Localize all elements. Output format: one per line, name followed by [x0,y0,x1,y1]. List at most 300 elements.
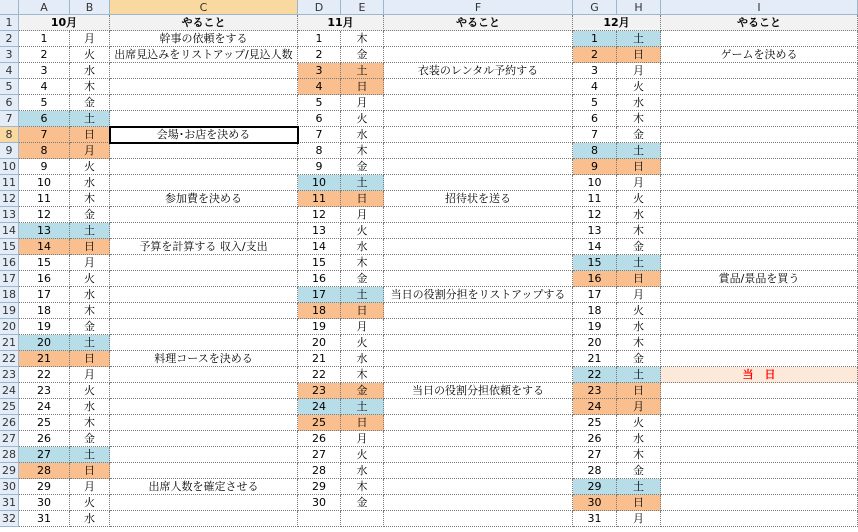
grid-cell[interactable] [384,303,573,319]
weekday-cell[interactable]: 月 [617,63,661,79]
grid-cell[interactable] [110,287,298,303]
event-day-cell[interactable]: 当 日 [661,367,858,383]
day-cell[interactable]: 17 [298,287,341,303]
weekday-cell[interactable]: 木 [341,255,384,271]
day-cell[interactable]: 14 [573,239,617,255]
day-cell[interactable]: 25 [298,415,341,431]
grid-cell[interactable] [110,495,298,511]
grid-cell[interactable] [384,31,573,47]
column-header-f[interactable]: F [384,0,573,15]
task-cell[interactable]: 賞品/景品を買う [661,271,858,287]
row-header-18[interactable]: 18 [0,287,19,303]
day-cell[interactable]: 28 [573,463,617,479]
task-cell[interactable]: 料理コースを決める [110,351,298,367]
row-header-11[interactable]: 11 [0,175,19,191]
row-header-30[interactable]: 30 [0,479,19,495]
grid-cell[interactable] [110,415,298,431]
day-cell[interactable]: 9 [298,159,341,175]
day-cell[interactable]: 10 [19,175,70,191]
day-cell[interactable]: 31 [573,511,617,527]
day-cell[interactable]: 23 [19,383,70,399]
october-tasks-title[interactable]: やること [110,15,298,31]
column-header-g[interactable]: G [573,0,617,15]
weekday-cell[interactable]: 月 [617,511,661,527]
weekday-cell[interactable]: 月 [70,31,110,47]
task-cell[interactable]: 参加費を決める [110,191,298,207]
row-header-4[interactable]: 4 [0,63,19,79]
day-cell[interactable]: 19 [19,319,70,335]
grid-cell[interactable] [341,511,384,527]
day-cell[interactable]: 4 [298,79,341,95]
day-cell[interactable]: 20 [19,335,70,351]
day-cell[interactable]: 7 [573,127,617,143]
row-header-12[interactable]: 12 [0,191,19,207]
row-header-16[interactable]: 16 [0,255,19,271]
day-cell[interactable]: 15 [19,255,70,271]
grid-cell[interactable] [384,463,573,479]
day-cell[interactable]: 11 [298,191,341,207]
weekday-cell[interactable]: 木 [70,79,110,95]
grid-cell[interactable] [661,479,858,495]
task-cell[interactable]: 予算を計算する 収入/支出 [110,239,298,255]
grid-cell[interactable] [661,111,858,127]
grid-cell[interactable] [384,399,573,415]
weekday-cell[interactable]: 水 [70,511,110,527]
weekday-cell[interactable]: 火 [617,415,661,431]
grid-cell[interactable] [661,495,858,511]
weekday-cell[interactable]: 火 [617,191,661,207]
day-cell[interactable]: 18 [298,303,341,319]
row-header-28[interactable]: 28 [0,447,19,463]
weekday-cell[interactable]: 火 [341,223,384,239]
weekday-cell[interactable]: 月 [70,143,110,159]
grid-cell[interactable] [661,175,858,191]
row-header-3[interactable]: 3 [0,47,19,63]
weekday-cell[interactable]: 水 [617,207,661,223]
day-cell[interactable]: 7 [19,127,70,143]
day-cell[interactable]: 16 [298,271,341,287]
day-cell[interactable]: 5 [298,95,341,111]
november-title[interactable]: 11月 [298,15,384,31]
grid-cell[interactable] [661,63,858,79]
task-cell[interactable]: 当日の役割分担をリストアップする [384,287,573,303]
grid-cell[interactable] [384,175,573,191]
weekday-cell[interactable]: 木 [341,367,384,383]
day-cell[interactable]: 10 [573,175,617,191]
weekday-cell[interactable]: 土 [617,143,661,159]
day-cell[interactable]: 8 [19,143,70,159]
day-cell[interactable]: 14 [19,239,70,255]
weekday-cell[interactable]: 土 [341,287,384,303]
weekday-cell[interactable]: 月 [617,399,661,415]
day-cell[interactable]: 29 [298,479,341,495]
grid-cell[interactable] [384,239,573,255]
row-header-29[interactable]: 29 [0,463,19,479]
weekday-cell[interactable]: 土 [341,399,384,415]
day-cell[interactable]: 27 [19,447,70,463]
weekday-cell[interactable]: 金 [617,351,661,367]
row-header-7[interactable]: 7 [0,111,19,127]
day-cell[interactable]: 28 [19,463,70,479]
grid-cell[interactable] [661,239,858,255]
day-cell[interactable]: 17 [19,287,70,303]
weekday-cell[interactable]: 木 [617,335,661,351]
grid-cell[interactable] [661,351,858,367]
grid-cell[interactable] [661,159,858,175]
day-cell[interactable]: 8 [573,143,617,159]
task-cell[interactable]: 衣装のレンタル予約する [384,63,573,79]
october-title[interactable]: 10月 [19,15,110,31]
weekday-cell[interactable]: 木 [341,143,384,159]
weekday-cell[interactable]: 日 [617,383,661,399]
grid-cell[interactable] [384,351,573,367]
grid-cell[interactable] [110,255,298,271]
day-cell[interactable]: 29 [573,479,617,495]
column-header-c[interactable]: C [110,0,298,15]
weekday-cell[interactable]: 木 [70,303,110,319]
weekday-cell[interactable]: 水 [341,127,384,143]
row-header-32[interactable]: 32 [0,511,19,527]
weekday-cell[interactable]: 水 [617,95,661,111]
day-cell[interactable]: 18 [573,303,617,319]
day-cell[interactable]: 24 [19,399,70,415]
weekday-cell[interactable]: 水 [341,463,384,479]
weekday-cell[interactable]: 月 [70,479,110,495]
day-cell[interactable]: 24 [298,399,341,415]
weekday-cell[interactable]: 日 [617,271,661,287]
row-header-1[interactable]: 1 [0,15,19,31]
day-cell[interactable]: 30 [573,495,617,511]
grid-cell[interactable] [384,207,573,223]
weekday-cell[interactable]: 月 [341,207,384,223]
column-header-h[interactable]: H [617,0,661,15]
weekday-cell[interactable]: 水 [341,239,384,255]
day-cell[interactable]: 11 [19,191,70,207]
row-header-25[interactable]: 25 [0,399,19,415]
weekday-cell[interactable]: 日 [341,191,384,207]
weekday-cell[interactable]: 日 [617,495,661,511]
row-header-22[interactable]: 22 [0,351,19,367]
weekday-cell[interactable]: 火 [70,47,110,63]
column-header-e[interactable]: E [341,0,384,15]
grid-cell[interactable] [661,383,858,399]
weekday-cell[interactable]: 日 [341,415,384,431]
grid-cell[interactable] [384,511,573,527]
day-cell[interactable]: 16 [19,271,70,287]
grid-cell[interactable] [384,415,573,431]
day-cell[interactable]: 12 [19,207,70,223]
day-cell[interactable]: 6 [573,111,617,127]
weekday-cell[interactable]: 水 [617,431,661,447]
day-cell[interactable]: 21 [573,351,617,367]
row-header-2[interactable]: 2 [0,31,19,47]
day-cell[interactable]: 30 [19,495,70,511]
grid-cell[interactable] [384,79,573,95]
grid-cell[interactable] [384,271,573,287]
day-cell[interactable]: 13 [573,223,617,239]
weekday-cell[interactable]: 日 [70,463,110,479]
weekday-cell[interactable]: 金 [617,239,661,255]
weekday-cell[interactable]: 月 [341,431,384,447]
grid-cell[interactable] [110,303,298,319]
day-cell[interactable]: 11 [573,191,617,207]
grid-cell[interactable] [661,415,858,431]
day-cell[interactable]: 24 [573,399,617,415]
grid-cell[interactable] [661,79,858,95]
grid-cell[interactable] [110,431,298,447]
weekday-cell[interactable]: 木 [617,447,661,463]
weekday-cell[interactable]: 日 [617,47,661,63]
day-cell[interactable]: 5 [573,95,617,111]
weekday-cell[interactable]: 土 [341,175,384,191]
day-cell[interactable]: 20 [298,335,341,351]
weekday-cell[interactable]: 水 [341,351,384,367]
day-cell[interactable]: 2 [19,47,70,63]
weekday-cell[interactable]: 木 [617,223,661,239]
day-cell[interactable]: 19 [573,319,617,335]
grid-cell[interactable] [661,319,858,335]
day-cell[interactable]: 1 [298,31,341,47]
row-header-10[interactable]: 10 [0,159,19,175]
weekday-cell[interactable]: 日 [70,127,110,143]
grid-cell[interactable] [298,511,341,527]
day-cell[interactable]: 18 [19,303,70,319]
day-cell[interactable]: 25 [573,415,617,431]
grid-cell[interactable] [661,223,858,239]
weekday-cell[interactable]: 水 [617,319,661,335]
weekday-cell[interactable]: 金 [70,431,110,447]
row-header-23[interactable]: 23 [0,367,19,383]
column-header-i[interactable]: I [661,0,858,15]
day-cell[interactable]: 2 [573,47,617,63]
grid-cell[interactable] [110,319,298,335]
grid-cell[interactable] [384,319,573,335]
weekday-cell[interactable]: 土 [70,335,110,351]
grid-cell[interactable] [110,143,298,159]
row-header-24[interactable]: 24 [0,383,19,399]
day-cell[interactable]: 14 [298,239,341,255]
grid-cell[interactable] [110,383,298,399]
day-cell[interactable]: 21 [19,351,70,367]
day-cell[interactable]: 15 [573,255,617,271]
day-cell[interactable]: 3 [573,63,617,79]
day-cell[interactable]: 26 [573,431,617,447]
day-cell[interactable]: 23 [298,383,341,399]
grid-cell[interactable] [110,463,298,479]
day-cell[interactable]: 1 [573,31,617,47]
weekday-cell[interactable]: 金 [70,207,110,223]
weekday-cell[interactable]: 土 [617,255,661,271]
weekday-cell[interactable]: 金 [341,47,384,63]
weekday-cell[interactable]: 土 [341,63,384,79]
day-cell[interactable]: 23 [573,383,617,399]
grid-cell[interactable] [110,79,298,95]
grid-cell[interactable] [384,159,573,175]
grid-cell[interactable] [661,31,858,47]
row-header-27[interactable]: 27 [0,431,19,447]
weekday-cell[interactable]: 土 [70,447,110,463]
grid-cell[interactable] [384,95,573,111]
grid-cell[interactable] [384,367,573,383]
grid-cell[interactable] [110,111,298,127]
weekday-cell[interactable]: 水 [70,287,110,303]
day-cell[interactable]: 10 [298,175,341,191]
weekday-cell[interactable]: 金 [341,271,384,287]
row-header-31[interactable]: 31 [0,495,19,511]
task-cell[interactable]: ゲームを決める [661,47,858,63]
day-cell[interactable]: 4 [19,79,70,95]
day-cell[interactable]: 4 [573,79,617,95]
day-cell[interactable]: 25 [19,415,70,431]
day-cell[interactable]: 31 [19,511,70,527]
day-cell[interactable]: 27 [573,447,617,463]
weekday-cell[interactable]: 日 [70,351,110,367]
grid-cell[interactable] [661,143,858,159]
grid-cell[interactable] [110,511,298,527]
grid-cell[interactable] [661,431,858,447]
weekday-cell[interactable]: 月 [341,319,384,335]
row-header-13[interactable]: 13 [0,207,19,223]
weekday-cell[interactable]: 火 [70,383,110,399]
weekday-cell[interactable]: 日 [617,159,661,175]
grid-cell[interactable] [661,447,858,463]
day-cell[interactable]: 6 [19,111,70,127]
weekday-cell[interactable]: 水 [70,175,110,191]
row-header-5[interactable]: 5 [0,79,19,95]
grid-cell[interactable] [661,191,858,207]
grid-cell[interactable] [384,47,573,63]
weekday-cell[interactable]: 金 [617,463,661,479]
weekday-cell[interactable]: 金 [341,159,384,175]
weekday-cell[interactable]: 火 [341,335,384,351]
day-cell[interactable]: 30 [298,495,341,511]
row-header-9[interactable]: 9 [0,143,19,159]
grid-cell[interactable] [384,447,573,463]
weekday-cell[interactable]: 木 [70,191,110,207]
weekday-cell[interactable]: 金 [70,319,110,335]
day-cell[interactable]: 5 [19,95,70,111]
row-header-14[interactable]: 14 [0,223,19,239]
day-cell[interactable]: 12 [298,207,341,223]
grid-cell[interactable] [110,335,298,351]
grid-cell[interactable] [661,335,858,351]
row-header-20[interactable]: 20 [0,319,19,335]
select-all-corner[interactable] [0,0,19,15]
weekday-cell[interactable]: 日 [341,303,384,319]
day-cell[interactable]: 27 [298,447,341,463]
day-cell[interactable]: 9 [19,159,70,175]
row-header-6[interactable]: 6 [0,95,19,111]
day-cell[interactable]: 17 [573,287,617,303]
day-cell[interactable]: 6 [298,111,341,127]
day-cell[interactable]: 3 [19,63,70,79]
day-cell[interactable]: 16 [573,271,617,287]
december-title[interactable]: 12月 [573,15,661,31]
day-cell[interactable]: 13 [19,223,70,239]
day-cell[interactable]: 29 [19,479,70,495]
row-header-26[interactable]: 26 [0,415,19,431]
grid-cell[interactable] [661,95,858,111]
task-cell[interactable]: 出席見込みをリストアップ/見込人数 [110,47,298,63]
weekday-cell[interactable]: 木 [341,479,384,495]
weekday-cell[interactable]: 木 [617,111,661,127]
weekday-cell[interactable]: 土 [617,367,661,383]
column-header-b[interactable]: B [70,0,110,15]
grid-cell[interactable] [110,447,298,463]
weekday-cell[interactable]: 金 [341,495,384,511]
weekday-cell[interactable]: 火 [341,447,384,463]
grid-cell[interactable] [661,399,858,415]
grid-cell[interactable] [661,303,858,319]
day-cell[interactable]: 13 [298,223,341,239]
weekday-cell[interactable]: 月 [617,287,661,303]
grid-cell[interactable] [661,287,858,303]
task-cell[interactable]: 出席人数を確定させる [110,479,298,495]
grid-cell[interactable] [384,111,573,127]
grid-cell[interactable] [661,511,858,527]
weekday-cell[interactable]: 日 [341,79,384,95]
grid-cell[interactable] [384,479,573,495]
grid-cell[interactable] [110,399,298,415]
weekday-cell[interactable]: 月 [341,95,384,111]
grid-cell[interactable] [110,223,298,239]
day-cell[interactable]: 28 [298,463,341,479]
grid-cell[interactable] [110,367,298,383]
december-tasks-title[interactable]: やること [661,15,858,31]
weekday-cell[interactable]: 火 [617,79,661,95]
day-cell[interactable]: 19 [298,319,341,335]
grid-cell[interactable] [384,143,573,159]
day-cell[interactable]: 3 [298,63,341,79]
weekday-cell[interactable]: 水 [70,399,110,415]
grid-cell[interactable] [110,175,298,191]
active-cell-selection[interactable] [109,126,299,144]
day-cell[interactable]: 7 [298,127,341,143]
grid-cell[interactable] [110,95,298,111]
weekday-cell[interactable]: 月 [617,175,661,191]
weekday-cell[interactable]: 火 [70,495,110,511]
grid-cell[interactable] [384,127,573,143]
day-cell[interactable]: 8 [298,143,341,159]
day-cell[interactable]: 20 [573,335,617,351]
grid-cell[interactable] [110,63,298,79]
weekday-cell[interactable]: 金 [341,383,384,399]
weekday-cell[interactable]: 土 [617,31,661,47]
day-cell[interactable]: 2 [298,47,341,63]
weekday-cell[interactable]: 月 [70,255,110,271]
task-cell[interactable]: 当日の役割分担依頼をする [384,383,573,399]
weekday-cell[interactable]: 火 [70,159,110,175]
grid-cell[interactable] [661,463,858,479]
grid-cell[interactable] [110,207,298,223]
day-cell[interactable]: 22 [19,367,70,383]
weekday-cell[interactable]: 土 [70,111,110,127]
grid-cell[interactable] [384,223,573,239]
row-header-15[interactable]: 15 [0,239,19,255]
grid-cell[interactable] [384,335,573,351]
row-header-17[interactable]: 17 [0,271,19,287]
weekday-cell[interactable]: 木 [70,415,110,431]
weekday-cell[interactable]: 日 [70,239,110,255]
task-cell[interactable]: 会場･お店を決める [110,127,298,143]
day-cell[interactable]: 26 [19,431,70,447]
grid-cell[interactable] [661,255,858,271]
task-cell[interactable]: 招待状を送る [384,191,573,207]
weekday-cell[interactable]: 木 [341,31,384,47]
grid-cell[interactable] [384,495,573,511]
weekday-cell[interactable]: 土 [70,223,110,239]
grid-cell[interactable] [110,159,298,175]
